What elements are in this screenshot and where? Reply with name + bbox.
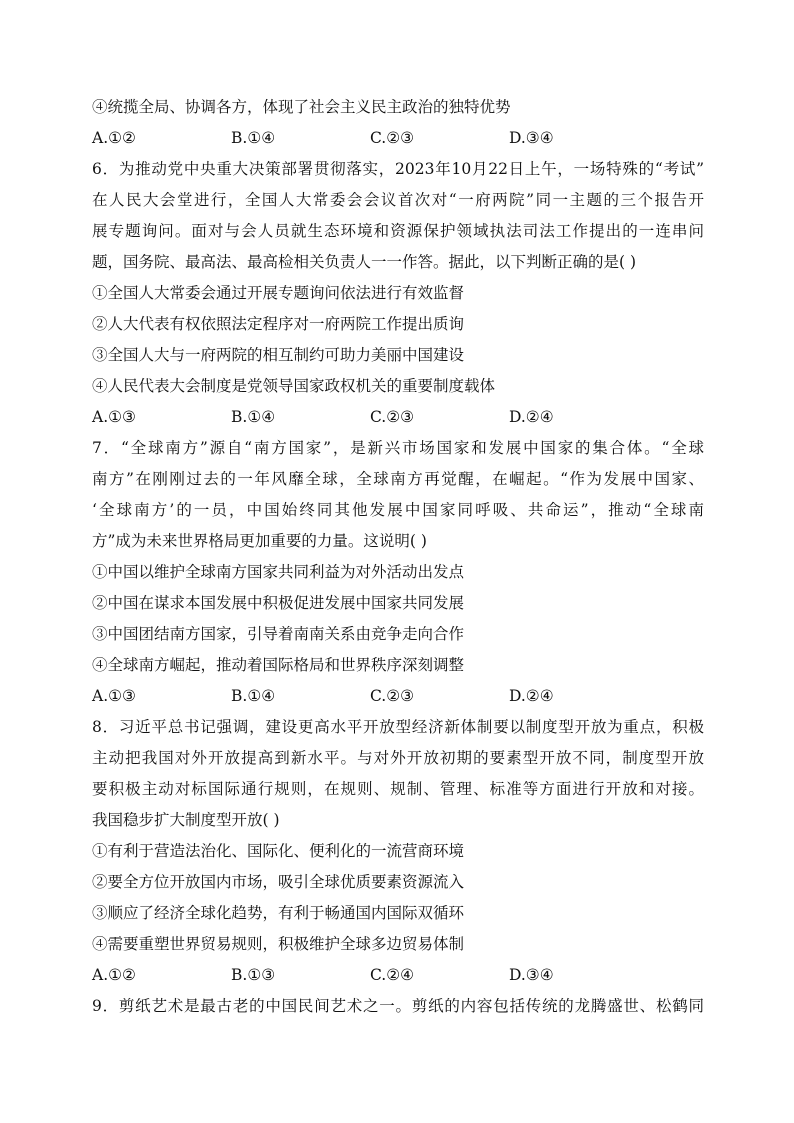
statement-4: ④需要重塑世界贸易规则，积极维护全球多边贸易体制 [92,935,465,953]
question-8 [92,712,704,991]
question-stem-line: 9．剪纸艺术是最古老的中国民间艺术之一。剪纸的内容包括传统的龙腾盛世、松鹤同 [92,997,704,1015]
statement-3: ③全国人大与一府两院的相互制约可助力美丽中国建设 [92,346,465,364]
question-5-tail [92,92,704,154]
option-b: B.①③ [231,966,276,984]
option-a: A.①② [92,129,136,147]
option-b: B.①④ [231,129,276,147]
question-stem-line: ‘全球南方’的一员，中国始终同其他发展中国家同呼吸、共命运”，推动“全球南 [92,501,704,519]
option-c: C.②③ [370,687,415,705]
question-stem-line: 题，国务院、最高法、最高检相关负责人一一作答。据此，以下判断正确的是( ) [92,253,637,271]
answer-options [92,960,704,991]
statement-4: ④统揽全局、协调各方，体现了社会主义民主政治的独特优势 [92,98,511,116]
question-stem-line: 7．“全球南方”源自“南方国家”，是新兴市场国家和发展中国家的集合体。“全球 [92,439,704,457]
answer-options [92,123,704,154]
statement-3: ③中国团结南方国家，引导着南南关系由竞争走向合作 [92,625,465,643]
option-d: D.③④ [509,129,554,147]
option-c: C.②④ [370,966,415,984]
question-6 [92,154,704,433]
option-d: D.②④ [509,408,554,426]
question-stem-line: 6．为推动党中央重大决策部署贯彻落实，2023年10月22日上午，一场特殊的“考试” [92,160,704,178]
statement-4: ④人民代表大会制度是党领导国家政权机关的重要制度载体 [92,377,496,395]
answer-options [92,402,704,433]
option-b: B.①④ [231,408,276,426]
exam-page [92,92,704,1022]
option-c: C.②③ [370,129,415,147]
question-stem-line: 展专题询问。面对与会人员就生态环境和资源保护领域执法司法工作提出的一连串问 [92,222,704,240]
answer-options [92,681,704,712]
question-stem-line: 8．习近平总书记强调，建设更高水平开放型经济新体制要以制度型开放为重点，积极 [92,718,704,736]
statement-3: ③顺应了经济全球化趋势，有利于畅通国内国际双循环 [92,904,465,922]
option-d: D.②④ [509,687,554,705]
option-b: B.①④ [231,687,276,705]
option-d: D.③④ [509,966,554,984]
question-9 [92,991,704,1022]
question-stem-line: 主动把我国对外开放提高到新水平。与对外开放初期的要素型开放不同，制度型开放 [92,749,704,767]
question-stem-line: 方”成为未来世界格局更加重要的力量。这说明( ) [92,532,427,550]
question-stem-line: 我国稳步扩大制度型开放( ) [92,811,280,829]
question-7 [92,433,704,712]
option-a: A.①③ [92,408,136,426]
question-stem-line: 南方”在刚刚过去的一年风靡全球，全球南方再觉醒，在崛起。“作为发展中国家、 [92,470,704,488]
question-stem-line: 要积极主动对标国际通行规则，在规则、规制、管理、标准等方面进行开放和对接。 [92,780,704,798]
statement-1: ①中国以维护全球南方国家共同利益为对外活动出发点 [92,563,465,581]
statement-1: ①全国人大常委会通过开展专题询问依法进行有效监督 [92,284,465,302]
statement-2: ②要全方位开放国内市场，吸引全球优质要素资源流入 [92,873,465,891]
option-a: A.①③ [92,687,136,705]
statement-1: ①有利于营造法治化、国际化、便利化的一流营商环境 [92,842,465,860]
statement-4: ④全球南方崛起，推动着国际格局和世界秩序深刻调整 [92,656,465,674]
statement-2: ②人大代表有权依照法定程序对一府两院工作提出质询 [92,315,465,333]
question-stem-line: 在人民大会堂进行，全国人大常委会会议首次对“一府两院”同一主题的三个报告开 [92,191,704,209]
option-c: C.②③ [370,408,415,426]
statement-2: ②中国在谋求本国发展中积极促进发展中国家共同发展 [92,594,465,612]
option-a: A.①② [92,966,136,984]
